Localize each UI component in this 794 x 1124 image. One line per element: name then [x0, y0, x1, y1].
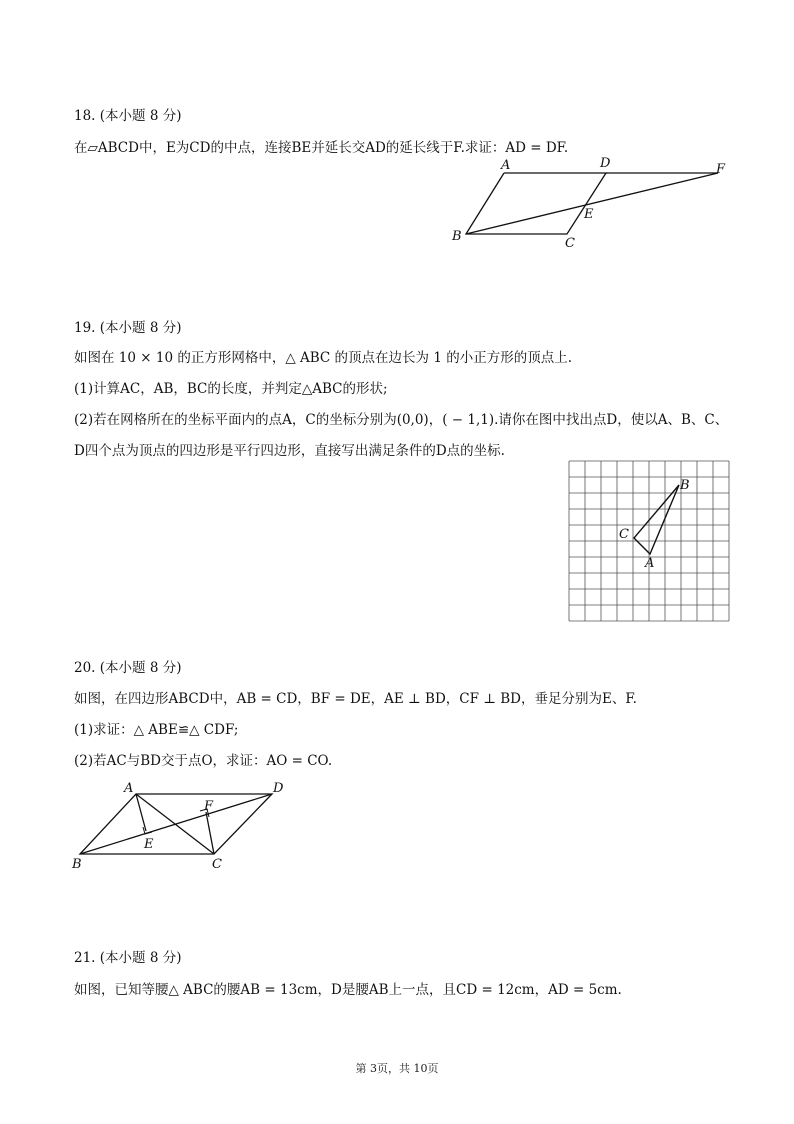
- q20-label-b: B: [72, 857, 82, 872]
- q20-label-d: D: [273, 781, 284, 796]
- q18-header: 18. (本小题 8 分): [74, 108, 182, 124]
- q18-label-e: E: [584, 207, 594, 222]
- q20-label-a: A: [124, 781, 134, 796]
- q18-text: 在▱ABCD中，E为CD的中点，连接BE并延长交AD的延长线于F.求证：AD = DF.: [74, 140, 569, 156]
- q20-part2: (2)若AC与BD交于点O，求证：AO = CO.: [74, 753, 333, 769]
- q18-label-a: A: [501, 158, 511, 173]
- q19-intro: 如图在 10 × 10 的正方形网格中，△ ABC 的顶点在边长为 1 的小正方形的顶点上.: [74, 350, 573, 366]
- q18-label-c: C: [565, 236, 575, 251]
- q18-label-f: F: [716, 162, 726, 177]
- q18-label-d: D: [600, 156, 611, 171]
- q20-header: 20. (本小题 8 分): [74, 660, 182, 676]
- q20-part1: (1)求证：△ ABE≌△ CDF;: [74, 722, 239, 738]
- q20-label-c: C: [212, 857, 222, 872]
- q21-header: 21. (本小题 8 分): [74, 950, 182, 966]
- grid-lines: [569, 461, 729, 621]
- q20-quadrilateral-figure: [64, 772, 294, 872]
- q20-text: 如图，在四边形ABCD中，AB = CD，BF = DE，AE ⊥ BD，CF ⊥ BD，垂足分别为E、F.: [74, 691, 637, 707]
- q19-part2-line1: (2)若在网格所在的坐标平面内的点A，C的坐标分别为(0,0)，( − 1,1).请你在图中找出点D，使以A、B、C、: [74, 412, 729, 428]
- q18-parallelogram-figure: [446, 152, 736, 252]
- q19-part2-line2: D四个点为顶点的四边形是平行四边形，直接写出满足条件的D点的坐标.: [74, 443, 505, 459]
- q20-label-e: E: [144, 837, 154, 852]
- page-footer: 第 3页，共 10页: [355, 1062, 439, 1075]
- q19-label-c: C: [619, 527, 629, 542]
- q19-grid-figure: [566, 458, 732, 624]
- q19-label-b: B: [680, 478, 690, 493]
- q20-label-f: F: [204, 799, 214, 814]
- q21-text: 如图，已知等腰△ ABC的腰AB = 13cm，D是腰AB上一点，且CD = 12cm，AD = 5cm.: [74, 982, 622, 998]
- q18-label-b: B: [452, 229, 462, 244]
- q19-header: 19. (本小题 8 分): [74, 320, 182, 336]
- q19-label-a: A: [645, 556, 655, 571]
- q19-part1: (1)计算AC，AB，BC的长度，并判定△ABC的形状;: [74, 381, 388, 397]
